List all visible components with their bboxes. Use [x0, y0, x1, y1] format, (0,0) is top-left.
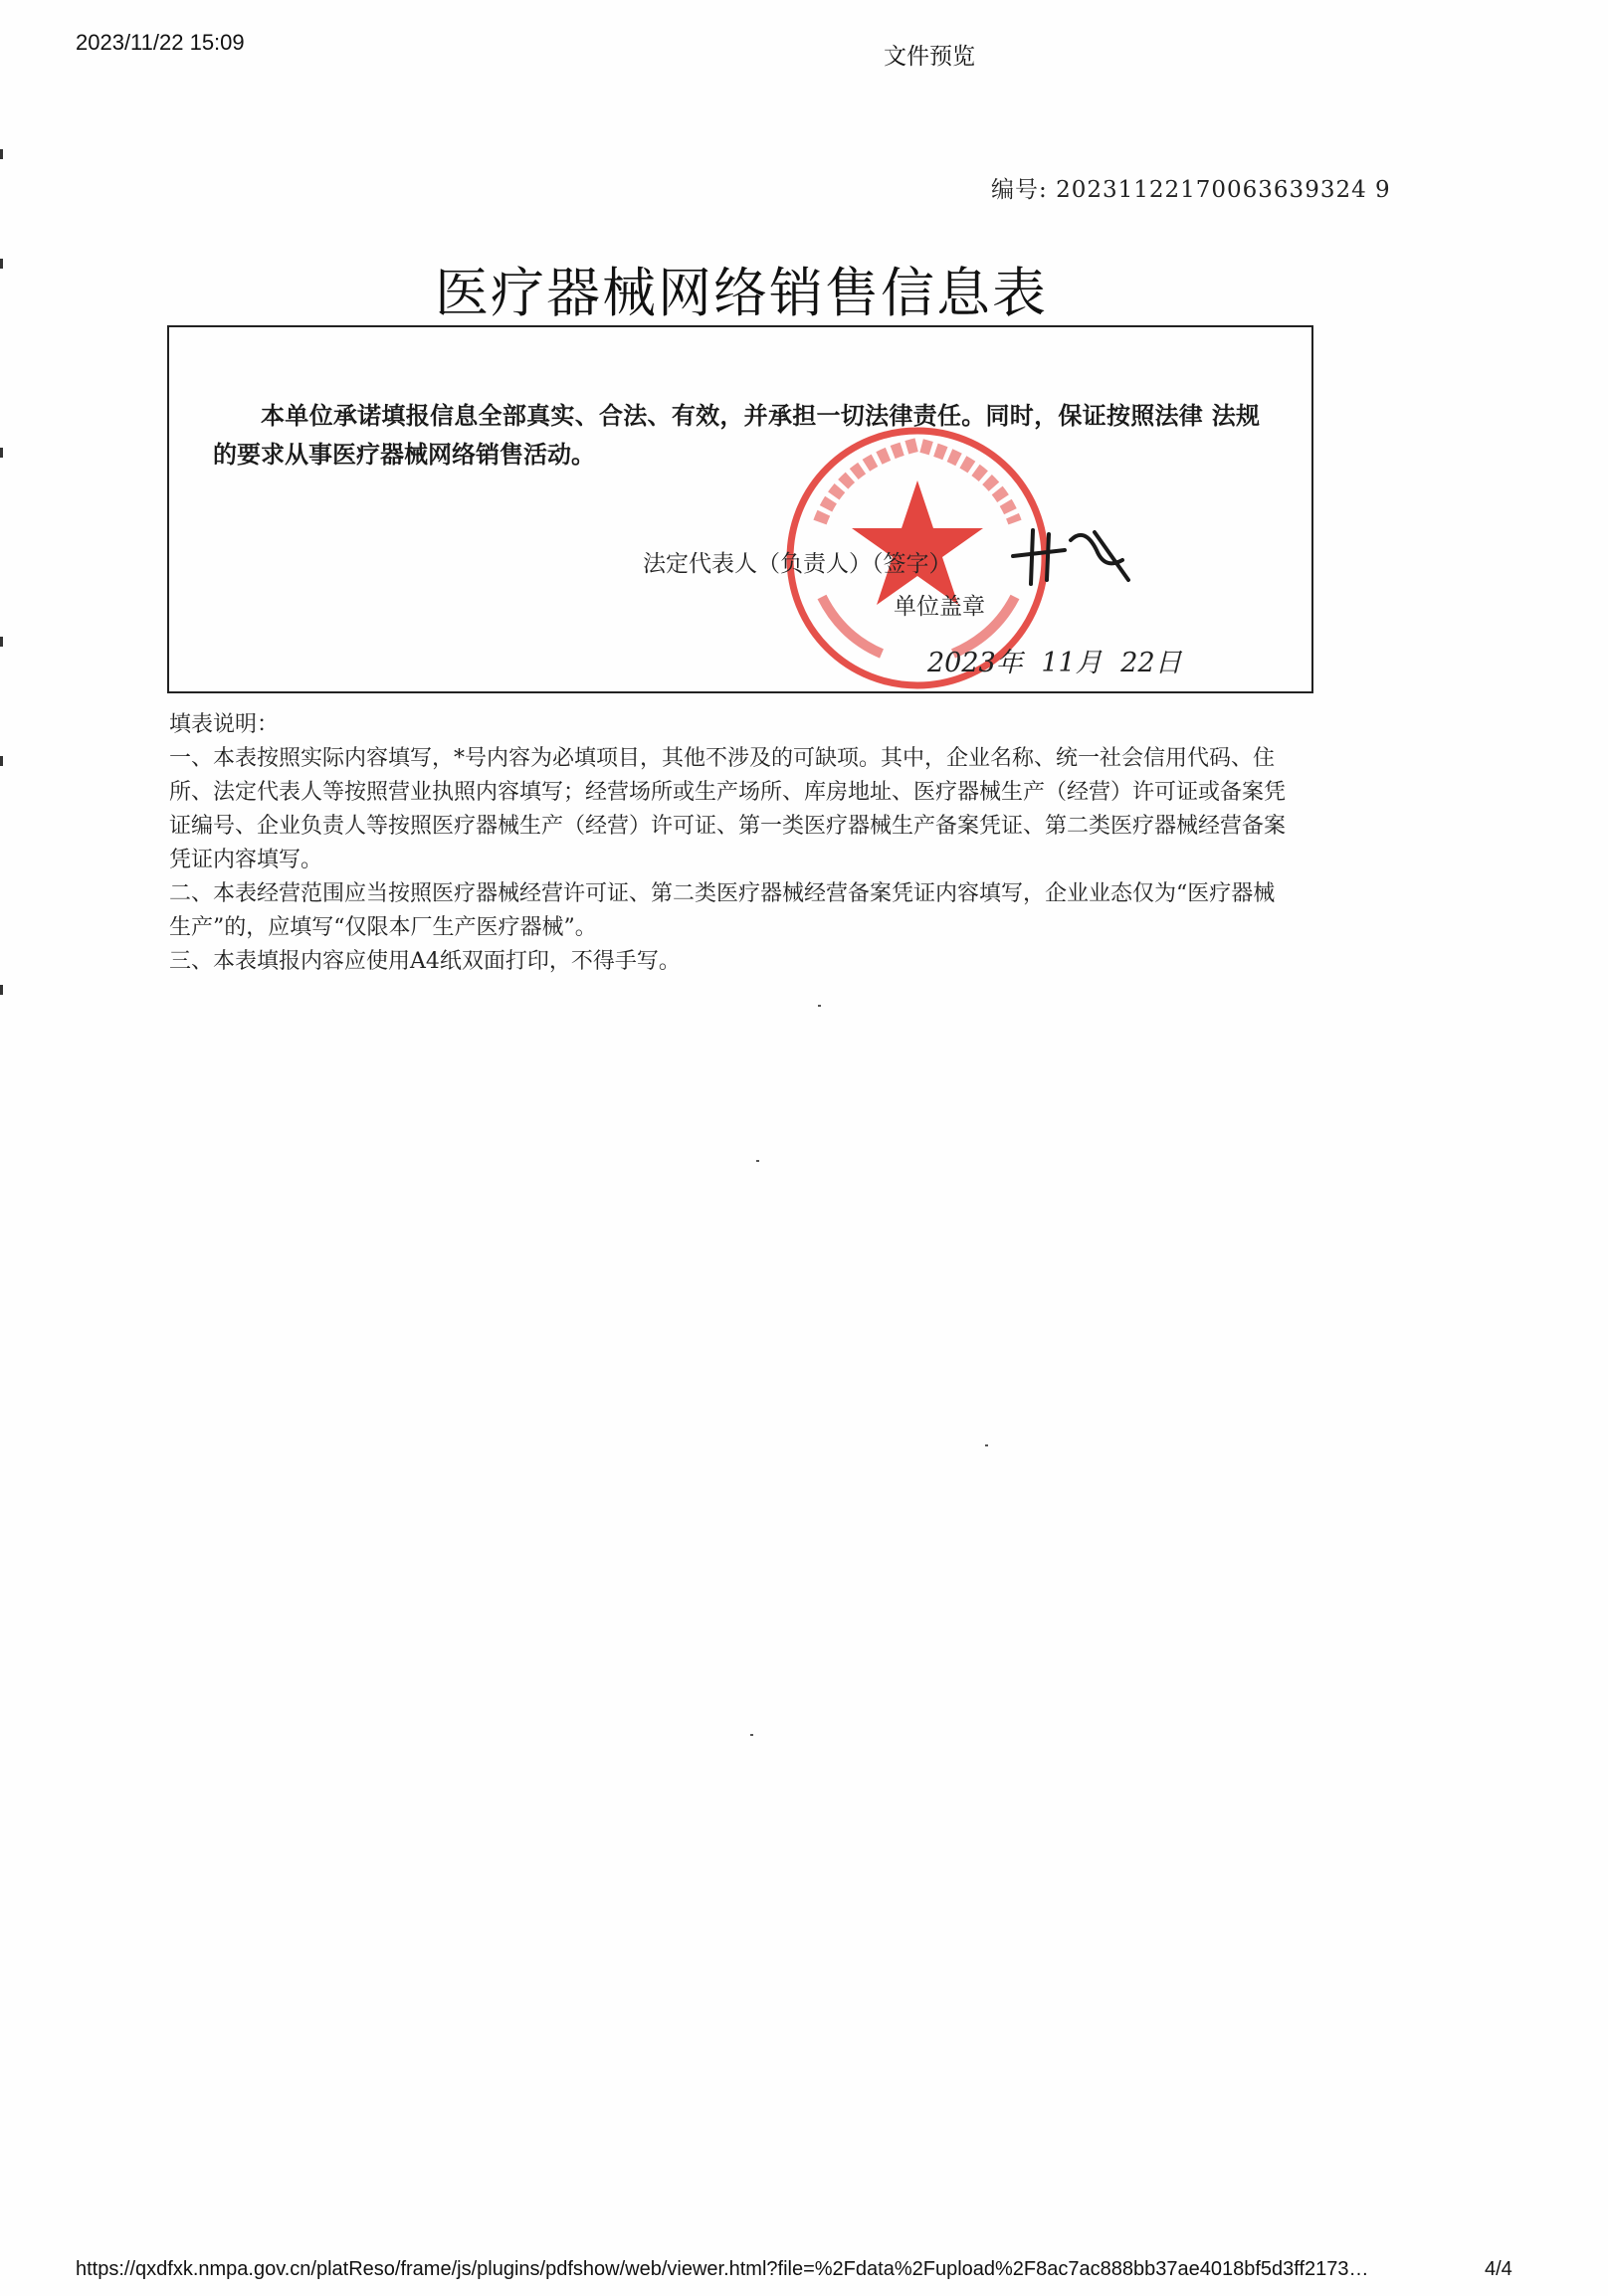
notes-heading: 填表说明：	[169, 712, 280, 737]
date-month: 11月	[1041, 648, 1103, 678]
scan-edge-mark	[0, 149, 3, 159]
serial-value: 20231122170063639324 9	[1056, 177, 1391, 203]
print-footer-url: https://qxdfxk.nmpa.gov.cn/platReso/frame/js/plugins/pdfshow/web/viewer.html?file=%2Fdata%2Fupload%2F8ac7ac888bb37ae4018bf5d3ff2173…	[76, 2258, 1369, 2280]
signature-label: 法定代表人（负责人）（签字）	[643, 551, 952, 577]
scan-edge-mark	[0, 259, 3, 269]
scan-edge-mark	[0, 637, 3, 647]
scan-edge-mark	[0, 448, 3, 458]
seal-label: 单位盖章	[894, 594, 985, 620]
scan-speck	[818, 1005, 821, 1007]
notes-item: 二、本表经营范围应当按照医疗器械经营许可证、第二类医疗器械经营备案凭证内容填写，企业业态仅为“医疗器械生产”的，应填写“仅限本厂生产医疗器械”。	[169, 881, 1276, 940]
notes-section	[169, 708, 1294, 979]
sign-date	[927, 641, 1192, 679]
pledge-text: 本单位承诺填报信息全部真实、合法、有效，并承担一切法律责任。同时，保证按照法律 法规的要求从事医疗器械网络销售活动。	[213, 402, 1260, 469]
scan-edge-mark	[0, 985, 3, 995]
seal-star-icon	[852, 480, 983, 605]
print-header-datetime: 2023/11/22 15:09	[76, 30, 245, 55]
print-header-title: 文件预览	[884, 44, 975, 70]
document-title: 医疗器械网络销售信息表	[435, 262, 1048, 324]
scan-speck	[750, 1734, 753, 1736]
notes-item: 三、本表填报内容应使用A4纸双面打印，不得手写。	[169, 949, 681, 974]
date-day: 22日	[1120, 648, 1182, 678]
scan-speck	[756, 1160, 759, 1162]
scan-edge-mark	[0, 756, 3, 766]
serial-label: 编号:	[991, 177, 1048, 203]
serial-number	[991, 171, 1391, 204]
print-footer-page: 4/4	[1485, 2258, 1512, 2280]
handwritten-signature	[1005, 520, 1134, 592]
pledge-box	[167, 325, 1313, 693]
date-year: 2023年	[927, 648, 1023, 678]
notes-item: 一、本表按照实际内容填写，*号内容为必填项目，其他不涉及的可缺项。其中，企业名称、统一社会信用代码、住所、法定代表人等按照营业执照内容填写；经营场所或生产场所、库房地址、医疗器械生产（经营）许可证或备案凭证编号、企业负责人等按照医疗器械生产（经营）许可证、第一类医疗器械生产备案凭证、第二类医疗器械经营备案凭证内容填写。	[169, 746, 1287, 872]
scan-speck	[985, 1444, 988, 1446]
